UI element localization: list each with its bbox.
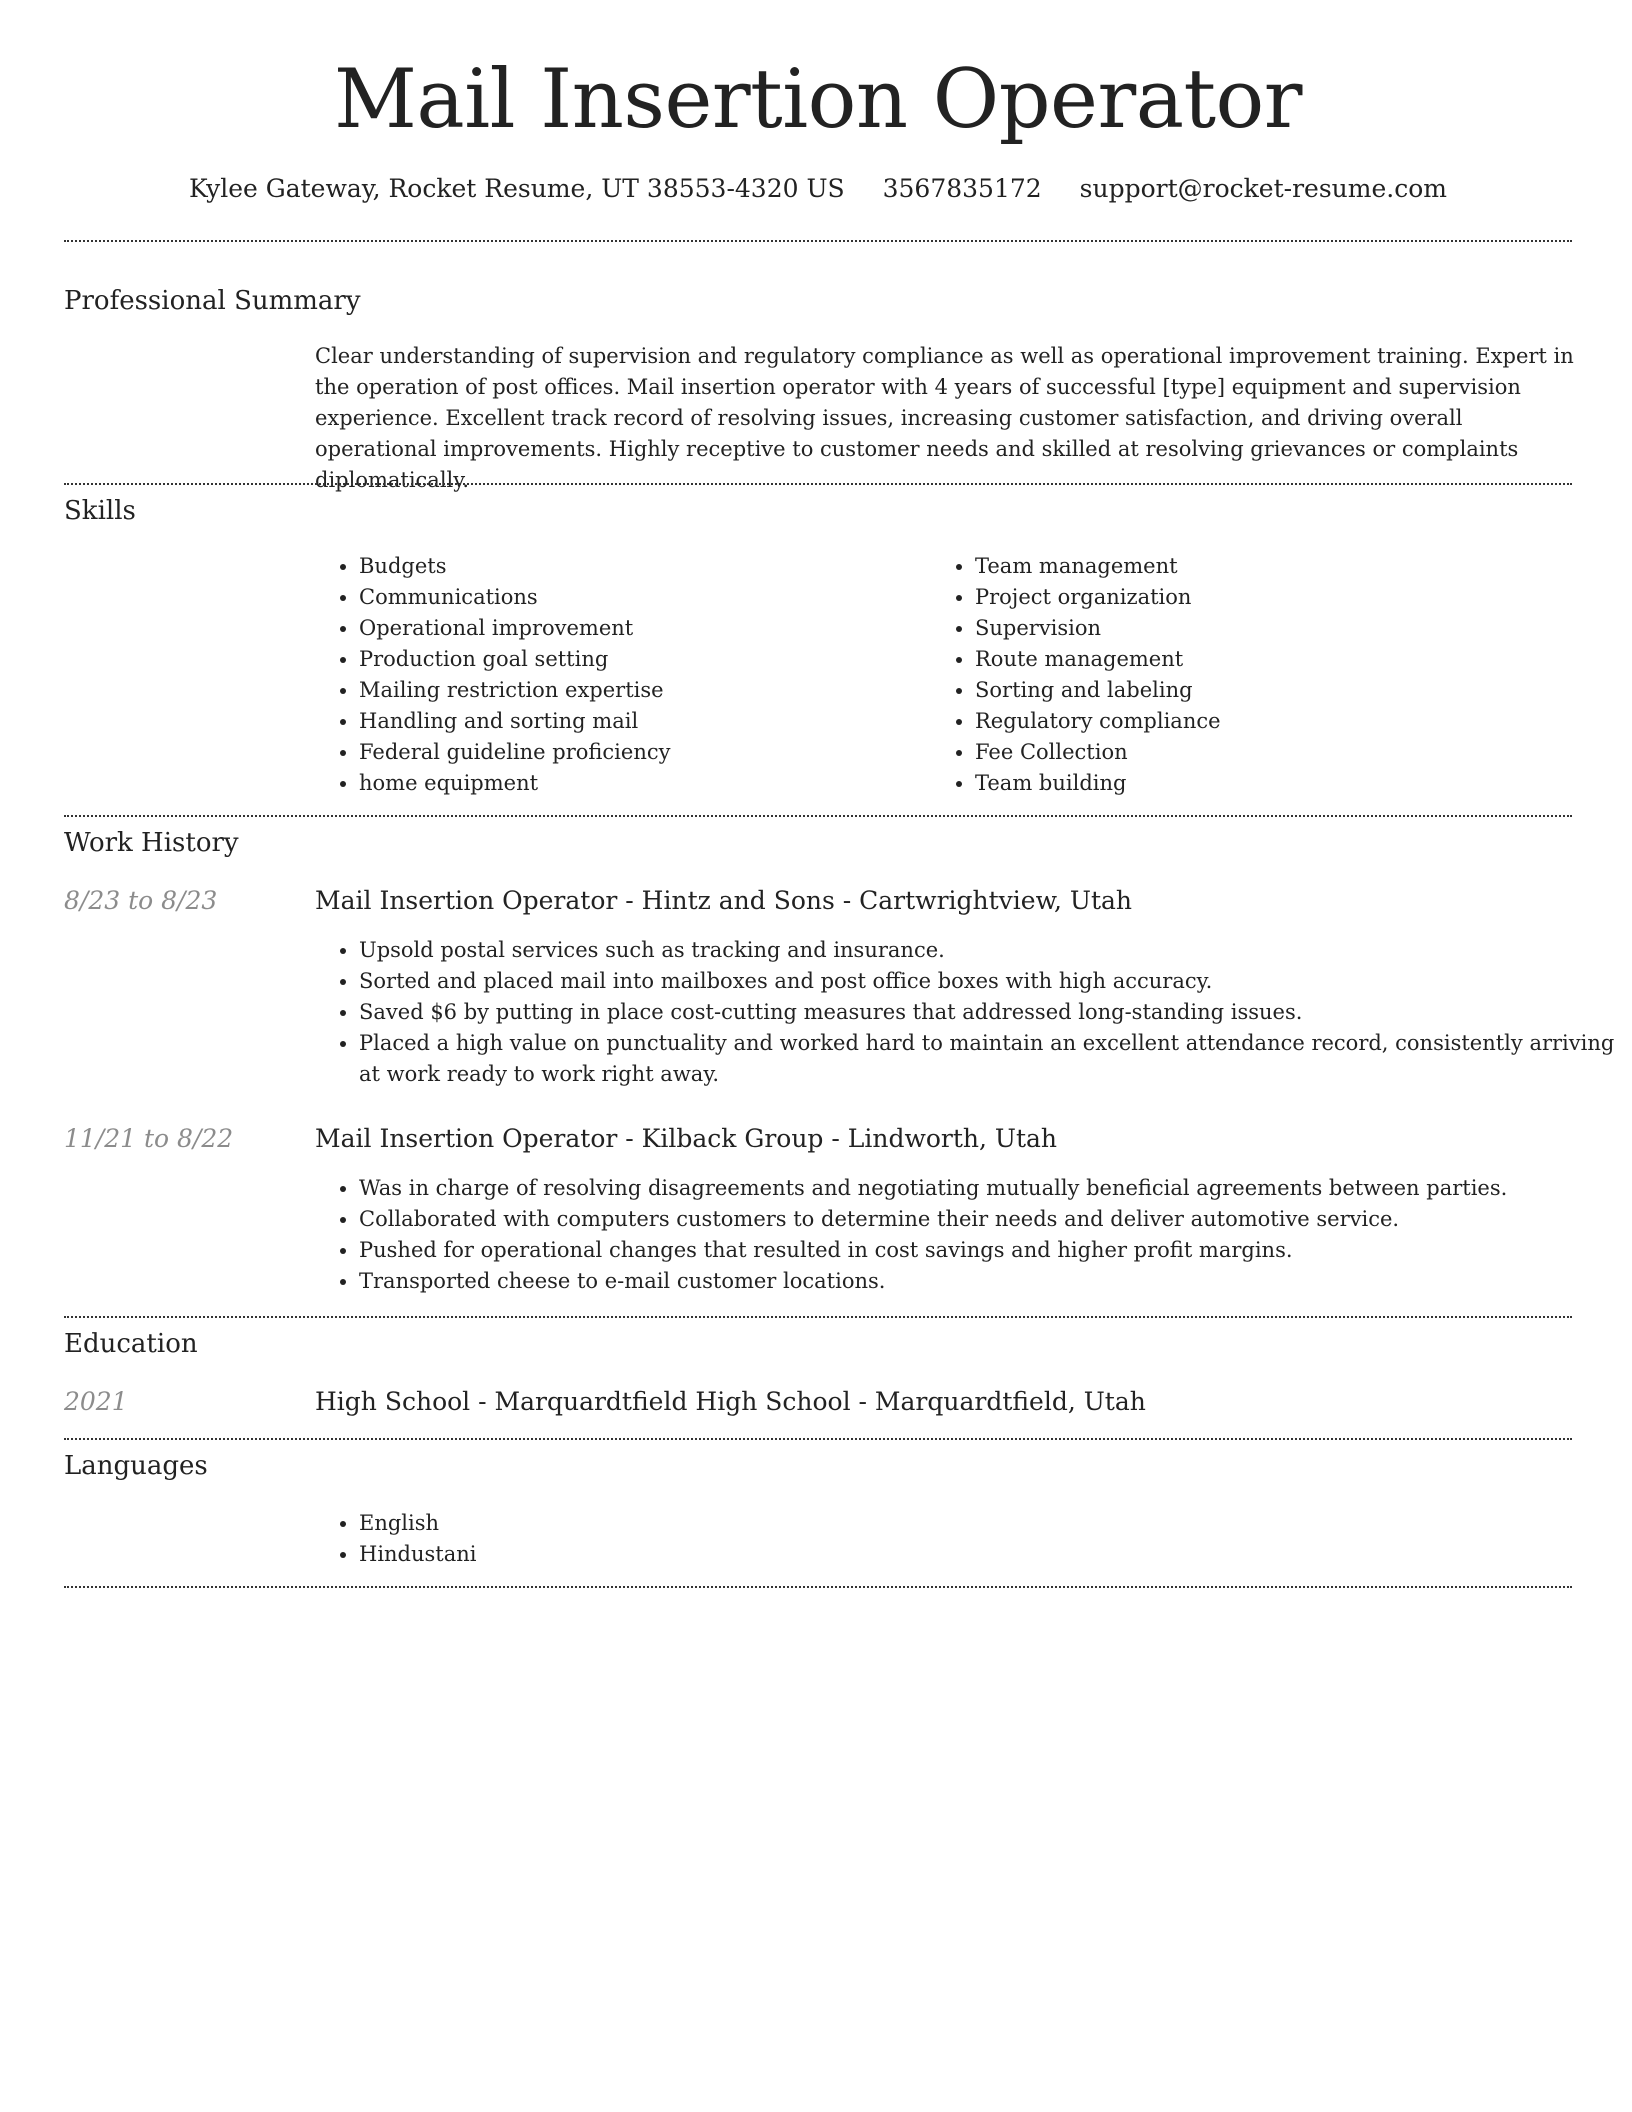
skill-item: • Budgets xyxy=(359,551,931,582)
job-bullet: • Transported cheese to e-mail customer locations. xyxy=(359,1266,1616,1297)
skill-item: • Route management xyxy=(975,644,1547,675)
languages-heading: Languages xyxy=(64,1451,208,1481)
languages-list xyxy=(315,1508,959,1570)
skills-columns xyxy=(315,551,1572,799)
skill-item: • Communications xyxy=(359,582,931,613)
job-bullet: • Sorted and placed mail into mailboxes and post office boxes with high accuracy. xyxy=(359,966,1616,997)
job-bullets xyxy=(315,935,1616,1090)
job-title: Mail Insertion Operator - Hintz and Sons - Cartwrightview, Utah xyxy=(315,886,1133,915)
divider xyxy=(64,483,1572,485)
divider xyxy=(64,815,1572,817)
job-bullet: • Collaborated with computers customers to determine their needs and deliver automotive service. xyxy=(359,1204,1616,1235)
skill-item: • Federal guideline proficiency xyxy=(359,737,931,768)
language-item: • Hindustani xyxy=(359,1539,959,1570)
skill-item: • Production goal setting xyxy=(359,644,931,675)
skill-item: • Fee Collection xyxy=(975,737,1547,768)
skill-item: • Mailing restriction expertise xyxy=(359,675,931,706)
education-heading: Education xyxy=(64,1329,198,1359)
divider xyxy=(64,1438,1572,1440)
skill-item: • home equipment xyxy=(359,768,931,799)
skills-list-right xyxy=(931,551,1547,799)
divider xyxy=(64,240,1572,242)
education-entry: High School - Marquardtfield High School - Marquardtfield, Utah xyxy=(315,1387,1146,1416)
job-bullet: • Saved $6 by putting in place cost-cutting measures that addressed long-standing issues. xyxy=(359,997,1616,1028)
work-heading: Work History xyxy=(64,828,239,858)
skills-heading: Skills xyxy=(64,496,136,526)
skill-item: • Team management xyxy=(975,551,1547,582)
education-year: 2021 xyxy=(64,1387,128,1416)
job-bullet: • Pushed for operational changes that resulted in cost savings and higher profit margins. xyxy=(359,1235,1616,1266)
divider xyxy=(64,1586,1572,1588)
skill-item: • Handling and sorting mail xyxy=(359,706,931,737)
job-title: Mail Insertion Operator - Kilback Group - Lindworth, Utah xyxy=(315,1124,1058,1153)
divider xyxy=(64,1316,1572,1318)
skill-item: • Regulatory compliance xyxy=(975,706,1547,737)
contact-address: Kylee Gateway, Rocket Resume, UT 38553-4320 US xyxy=(189,174,845,203)
skill-item: • Project organization xyxy=(975,582,1547,613)
language-item: • English xyxy=(359,1508,959,1539)
resume-title: Mail Insertion Operator xyxy=(333,53,1303,147)
summary-text: Clear understanding of supervision and regulatory compliance as well as operational improvement training. Expert in the operation of post offices. Mail insertion operator with 4 years of successful [type] equipment and supervision experience. Excellent track record of resolving issues, increasing customer satisfaction, and driving overall operational improvements. Highly receptive to customer needs and skilled at resolving grievances or complaints diplomatically. xyxy=(315,344,1574,492)
skill-item: • Team building xyxy=(975,768,1547,799)
contact-line xyxy=(64,172,1572,206)
contact-email: support@rocket-resume.com xyxy=(1079,174,1447,203)
contact-phone: 3567835172 xyxy=(882,174,1042,203)
job-dates: 8/23 to 8/23 xyxy=(64,886,218,915)
job-bullet: • Was in charge of resolving disagreements and negotiating mutually beneficial agreements between parties. xyxy=(359,1173,1616,1204)
job-dates: 11/21 to 8/22 xyxy=(64,1124,234,1153)
skills-list-left xyxy=(315,551,931,799)
job-bullet: • Upsold postal services such as tracking and insurance. xyxy=(359,935,1616,966)
summary-heading: Professional Summary xyxy=(64,286,361,316)
job-bullets xyxy=(315,1173,1616,1297)
skill-item: • Sorting and labeling xyxy=(975,675,1547,706)
job-bullet: • Placed a high value on punctuality and worked hard to maintain an excellent attendance record, consistently arriving at work ready to work right away. xyxy=(359,1028,1616,1090)
skill-item: • Operational improvement xyxy=(359,613,931,644)
skill-item: • Supervision xyxy=(975,613,1547,644)
